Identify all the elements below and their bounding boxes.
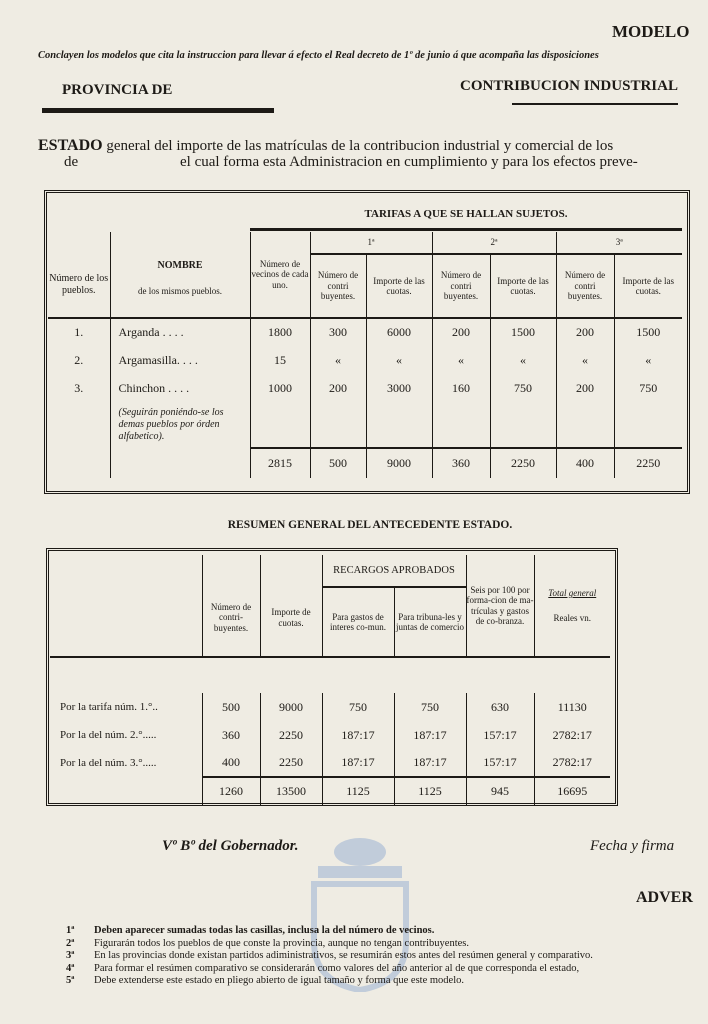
list-item xyxy=(66,975,706,988)
empty-cell xyxy=(432,402,490,448)
total-contrib-3: 400 xyxy=(556,448,614,478)
empty-cell xyxy=(50,555,202,657)
spacer xyxy=(50,657,610,693)
cell-contrib: 500 xyxy=(202,693,260,721)
empty-cell xyxy=(366,402,432,448)
empty-cell xyxy=(310,402,366,448)
cell-seis: 630 xyxy=(466,693,534,721)
row-label: Por la tarifa núm. 1.°.. xyxy=(50,693,202,721)
cell-contrib-2: « xyxy=(432,346,490,374)
empty-cell xyxy=(614,402,682,448)
table-row xyxy=(50,749,610,777)
cell-contrib: 400 xyxy=(202,749,260,777)
estado-word: ESTADO xyxy=(38,137,103,154)
header-tribunales: Para tribuna-les y juntas de comercio xyxy=(394,587,466,657)
header-gastos: Para gastos de interes co-mun. xyxy=(322,587,394,657)
empty-cell xyxy=(556,402,614,448)
rule xyxy=(512,103,678,105)
cell-gastos: 187:17 xyxy=(322,749,394,777)
list-item xyxy=(66,963,706,976)
total-tribunales: 1125 xyxy=(394,777,466,805)
cell-importe-1: « xyxy=(366,346,432,374)
table-row xyxy=(48,318,682,346)
cell-importe-1: 6000 xyxy=(366,318,432,346)
town-name: Arganda . . . . xyxy=(110,318,250,346)
intro-line-1 xyxy=(38,137,613,155)
totals-row xyxy=(48,448,682,478)
header-contrib: Número de contri-buyentes. xyxy=(202,555,260,657)
cell-importe-2: 750 xyxy=(490,374,556,402)
cell-importe-3: « xyxy=(645,352,652,367)
note-text: En las provincias donde existan partidos adiministrativos, se resumirán estos antes del resúmen general y comparativo. xyxy=(94,950,593,962)
header-importe: Importe de cuotas. xyxy=(260,555,322,657)
cell-contrib-2: 160 xyxy=(432,374,490,402)
total-contrib-2: 360 xyxy=(432,448,490,478)
cell-gastos: 750 xyxy=(322,693,394,721)
cell-tribunales: 187:17 xyxy=(394,749,466,777)
cell-contrib-2: 200 xyxy=(432,318,490,346)
note-number: 4ª xyxy=(66,962,75,974)
row-label: Por la del núm. 2.°..... xyxy=(50,721,202,749)
cell-tribunales: 187:17 xyxy=(394,721,466,749)
cell-vecinos: 15 xyxy=(250,346,310,374)
note-number: 2ª xyxy=(66,937,75,949)
cell-seis: 157:17 xyxy=(466,721,534,749)
table-tarifas-title: TARIFAS A QUE SE HALLAN SUJETOS. xyxy=(364,208,568,220)
header-reales: Reales vn. xyxy=(553,612,591,623)
header-contrib-1: Número de contri buyentes. xyxy=(310,254,366,318)
header-nombre-sub: de los mismos pueblos. xyxy=(137,286,222,297)
header-total-general: Total general xyxy=(548,588,597,598)
total-contrib: 1260 xyxy=(202,777,260,805)
contribucion-label: CONTRIBUCION INDUSTRIAL xyxy=(460,78,678,94)
note-number: 1ª xyxy=(66,925,75,936)
intro-text-1: general del importe de las matrículas de la contribucion industrial y comercial de los xyxy=(106,138,614,154)
list-item xyxy=(66,925,706,938)
total-importe-3: 2250 xyxy=(614,448,682,478)
total-gastos: 1125 xyxy=(322,777,394,805)
note-number: 5ª xyxy=(66,975,75,987)
resumen-title: RESUMEN GENERAL DEL ANTECEDENTE ESTADO. xyxy=(227,519,513,531)
header-importe-2: Importe de las cuotas. xyxy=(490,254,556,318)
cell-importe: 2250 xyxy=(260,721,322,749)
cell-importe-2: « xyxy=(490,346,556,374)
header-contrib-2: Número de contri buyentes. xyxy=(432,254,490,318)
cell-contrib-3: « xyxy=(556,346,614,374)
header-nombre-title: NOMBRE xyxy=(157,260,203,272)
row-number: 2. xyxy=(48,346,110,374)
total-general: 16695 xyxy=(534,777,610,805)
continuation-note: (Seguirán poniéndo-se los demas pueblos por órden alfabetico). xyxy=(110,402,250,448)
note-number: 3ª xyxy=(66,950,75,962)
table-row xyxy=(48,346,682,374)
empty-cell xyxy=(48,448,110,478)
cell-contrib-3: 200 xyxy=(556,374,614,402)
visto-bueno: Vº Bº del Gobernador. xyxy=(162,838,299,854)
header-recargos: RECARGOS APROBADOS xyxy=(322,555,466,587)
town-name: Argamasilla. . . . xyxy=(110,346,250,374)
total-importe: 13500 xyxy=(260,777,322,805)
empty-cell xyxy=(48,402,110,448)
table-row xyxy=(50,721,610,749)
note-text: Deben aparecer sumadas todas las casillas, inclusa la del número de vecinos. xyxy=(94,925,435,936)
provincia-label: PROVINCIA DE xyxy=(62,82,173,98)
note-text: Para formar el resúmen comparativo se considerarán como valores del año anterior al de que corresponda el estado, xyxy=(94,962,580,974)
intro-de: de xyxy=(64,154,79,170)
intro-text-2: el cual forma esta Administracion en cumplimiento y para los efectos preve- xyxy=(180,154,638,170)
cell-contrib-3: 200 xyxy=(556,318,614,346)
list-item xyxy=(66,938,706,951)
header-note: Conclayen los modelos que cita la instruccion para llevar á efecto el Real decreto de 1º de junio á que acompaña las disposiciones xyxy=(38,50,599,61)
advertencias-list xyxy=(66,925,706,988)
header-nombre xyxy=(110,232,250,318)
cell-vecinos: 1800 xyxy=(250,318,310,346)
table-row xyxy=(48,402,682,448)
total-contrib-1: 500 xyxy=(310,448,366,478)
total-importe-1: 9000 xyxy=(366,448,432,478)
empty-cell xyxy=(110,448,250,478)
fecha-firma: Fecha y firma xyxy=(590,838,675,854)
empty-cell xyxy=(50,777,202,805)
header-contrib-3: Número de contri buyentes. xyxy=(556,254,614,318)
rule xyxy=(42,108,274,113)
tarifa-3: 3ª xyxy=(556,232,682,254)
total-seis: 945 xyxy=(466,777,534,805)
list-item xyxy=(66,950,706,963)
modelo-label: MODELO xyxy=(612,22,690,41)
header-importe-3: Importe de las cuotas. xyxy=(614,254,682,318)
cell-contrib: 360 xyxy=(202,721,260,749)
cell-importe-3: 750 xyxy=(639,380,658,395)
note-text: Debe extenderse este estado en pliego abierto de igual tamaño y forma que este modelo. xyxy=(94,975,464,987)
tarifa-1: 1ª xyxy=(310,232,432,254)
town-name: Chinchon . . . . xyxy=(110,374,250,402)
table-resumen xyxy=(50,555,610,805)
empty-cell xyxy=(250,402,310,448)
note-text: Figurarán todos los pueblos de que conste la provincia, aunque no tengan contribuyentes. xyxy=(94,937,469,949)
header-vecinos: Número de vecinos de cada uno. xyxy=(250,232,310,318)
totals-row xyxy=(50,777,610,805)
cell-total: 11130 xyxy=(557,699,587,714)
cell-contrib-1: « xyxy=(310,346,366,374)
cell-importe: 9000 xyxy=(260,693,322,721)
total-importe-2: 2250 xyxy=(490,448,556,478)
cell-total: 2782:17 xyxy=(552,755,592,769)
cell-gastos: 187:17 xyxy=(322,721,394,749)
cell-seis: 157:17 xyxy=(466,749,534,777)
cell-total: 2782:17 xyxy=(552,727,592,742)
header-numero: Número de los pueblos. xyxy=(48,232,110,318)
cell-tribunales: 750 xyxy=(394,693,466,721)
cell-importe-1: 3000 xyxy=(366,374,432,402)
table-row xyxy=(50,693,610,721)
cell-vecinos: 1000 xyxy=(250,374,310,402)
cell-contrib-1: 300 xyxy=(310,318,366,346)
header-seis-por-ciento: Seis por 100 por forma-cion de ma-trículas y gastos de co-branza. xyxy=(466,555,534,657)
table-row xyxy=(48,374,682,402)
cell-importe-2: 1500 xyxy=(490,318,556,346)
adver-label: ADVER xyxy=(636,889,693,906)
cell-importe-3: 1500 xyxy=(636,325,661,339)
table-tarifas xyxy=(48,232,682,478)
tarifa-2: 2ª xyxy=(432,232,556,254)
total-vecinos: 2815 xyxy=(250,448,310,478)
row-number: 3. xyxy=(48,374,110,402)
row-number: 1. xyxy=(48,318,110,346)
header-total xyxy=(534,555,610,657)
row-label: Por la del núm. 3.°..... xyxy=(50,749,202,777)
cell-importe: 2250 xyxy=(260,749,322,777)
rule xyxy=(250,228,682,231)
cell-contrib-1: 200 xyxy=(310,374,366,402)
empty-cell xyxy=(490,402,556,448)
header-importe-1: Importe de las cuotas. xyxy=(366,254,432,318)
